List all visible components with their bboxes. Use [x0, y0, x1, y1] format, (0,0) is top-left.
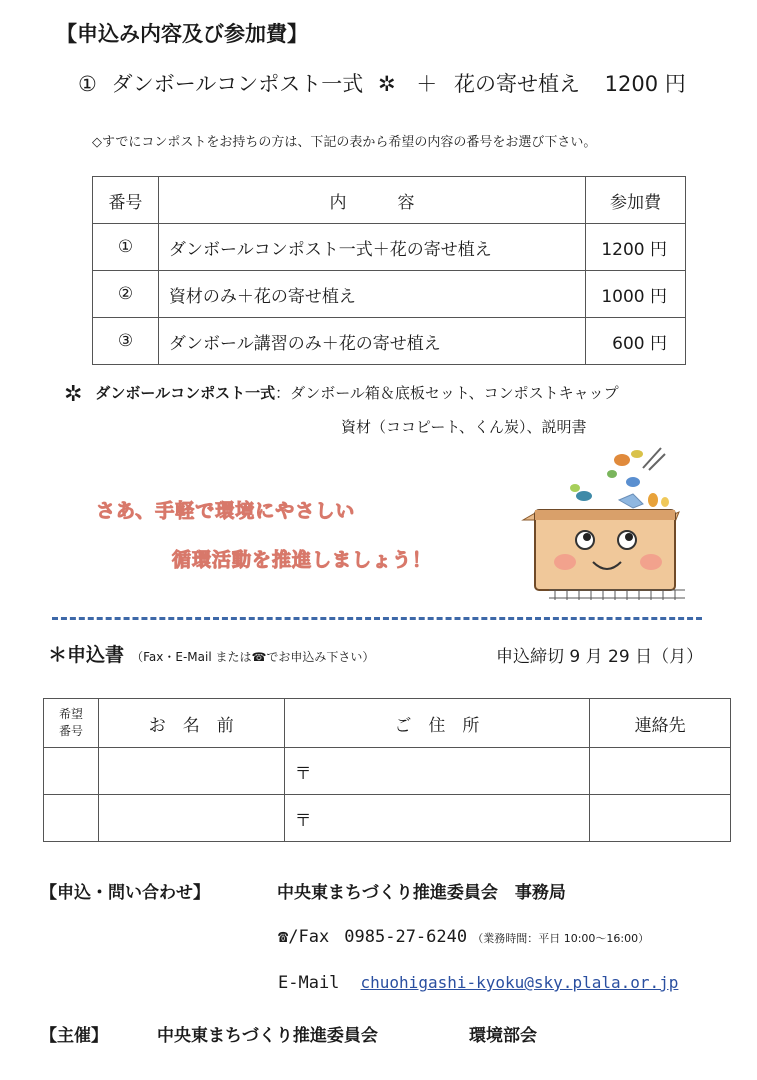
email-label: E-Mail: [278, 973, 340, 993]
sponsor-dept: 環境部会: [469, 1026, 537, 1046]
row-content: ダンボール講習のみ＋花の寄せ植え: [158, 318, 585, 365]
fish-bone: [619, 494, 643, 508]
contact-email-row: [278, 973, 678, 993]
table-row: [44, 795, 731, 842]
contact-org: 中央東まちづくり推進委員会 事務局: [277, 883, 566, 903]
header-number: 番号: [93, 177, 159, 224]
name-field[interactable]: [98, 748, 284, 795]
asterisk-icon: ✲: [378, 72, 396, 96]
row-fee: 1200 円: [586, 224, 686, 271]
desired-number-field[interactable]: [44, 748, 99, 795]
application-title: [48, 640, 374, 667]
kit-label: ダンボールコンポスト一式: [95, 384, 276, 402]
table-row: [93, 224, 686, 271]
header-fee: 参加費: [586, 177, 686, 224]
food-scrap: [570, 484, 580, 492]
cut-line: [52, 617, 702, 620]
food-scrap: [626, 477, 640, 487]
kit-note: [64, 382, 619, 407]
application-star: ＊: [48, 644, 68, 666]
food-scrap: [631, 450, 643, 458]
postal-mark: 〒: [294, 763, 312, 784]
application-deadline: 申込締切 9 月 29 日（月）: [496, 647, 704, 667]
application-subtitle: （Fax・E-Mail または☎でお申込み下さい）: [131, 650, 375, 664]
table-row: [93, 271, 686, 318]
kit-contents-line2: 資材（ココピート、くん炭）、説明書: [341, 418, 587, 436]
slogan-line1: さあ、手軽で環境にやさしい: [96, 500, 356, 522]
food-scrap: [607, 470, 617, 478]
contact-label: 【申込・問い合わせ】: [40, 883, 210, 903]
slogan-line2: 循環活動を推進しましょう！: [172, 549, 433, 571]
kit-contents-line1: ：ダンボール箱＆底板セット、コンポストキャップ: [275, 384, 619, 402]
business-hours: （業務時間：平日 10:00〜16:00）: [472, 932, 650, 945]
header-address: ご 住 所: [284, 699, 590, 748]
row-content: ダンボールコンポスト一式＋花の寄せ植え: [158, 224, 585, 271]
email-link[interactable]: chuohigashi-kyoku@sky.plala.or.jp: [360, 973, 679, 992]
offer-number: ①: [78, 72, 97, 96]
header-content: 内 容: [158, 177, 585, 224]
box-body: [535, 510, 675, 590]
form-header: [44, 699, 731, 748]
phone-number: 0985-27-6240: [344, 927, 468, 947]
main-offer: [78, 68, 686, 98]
motion-lines: [643, 448, 665, 470]
offer-item: ダンボールコンポスト一式: [111, 72, 364, 96]
name-field[interactable]: [98, 795, 284, 842]
plus-sign: ＋: [416, 72, 438, 96]
row-number: ③: [93, 318, 159, 365]
row-number: ②: [93, 271, 159, 318]
row-content: 資材のみ＋花の寄せ植え: [158, 271, 585, 318]
compost-box-illustration: [515, 440, 695, 605]
box-cheek: [640, 554, 662, 570]
offer-flowers: 花の寄せ植え: [453, 72, 580, 96]
sponsor-org: 中央東まちづくり推進委員会: [157, 1026, 378, 1046]
address-field[interactable]: [284, 795, 590, 842]
phone-fax-label: ☎/Fax: [278, 927, 330, 947]
asterisk-icon: ✲: [64, 382, 83, 407]
row-fee: 600 円: [586, 318, 686, 365]
box-cheek: [554, 554, 576, 570]
application-form-table: [43, 698, 731, 842]
food-scrap: [648, 493, 658, 507]
table-row: [44, 748, 731, 795]
fee-table: [92, 176, 686, 365]
page-heading: 【申込み内容及び参加費】: [56, 22, 308, 46]
box-base-grid: [549, 590, 685, 600]
contact-phone-row: [278, 927, 649, 947]
header-desired-number: 希望 番号: [44, 699, 99, 748]
food-scrap: [614, 454, 630, 466]
desired-number-field[interactable]: [44, 795, 99, 842]
row-number: ①: [93, 224, 159, 271]
contact-field[interactable]: [590, 795, 731, 842]
header-name: お 名 前: [98, 699, 284, 748]
contact-field[interactable]: [590, 748, 731, 795]
address-field[interactable]: [284, 748, 590, 795]
selection-note: ◇すでにコンポストをお持ちの方は、下記の表から希望の内容の番号をお選び下さい。: [92, 135, 597, 150]
food-scrap: [576, 491, 592, 501]
food-scrap: [661, 497, 669, 507]
sponsor-label: 【主催】: [40, 1026, 108, 1046]
box-rim: [535, 510, 675, 520]
application-title-text: 申込書: [67, 644, 125, 666]
header-contact: 連絡先: [590, 699, 731, 748]
postal-mark: 〒: [294, 810, 312, 831]
table-row: [93, 318, 686, 365]
fee-table-header: [93, 177, 686, 224]
row-fee: 1000 円: [586, 271, 686, 318]
offer-price: 1200 円: [604, 72, 686, 96]
